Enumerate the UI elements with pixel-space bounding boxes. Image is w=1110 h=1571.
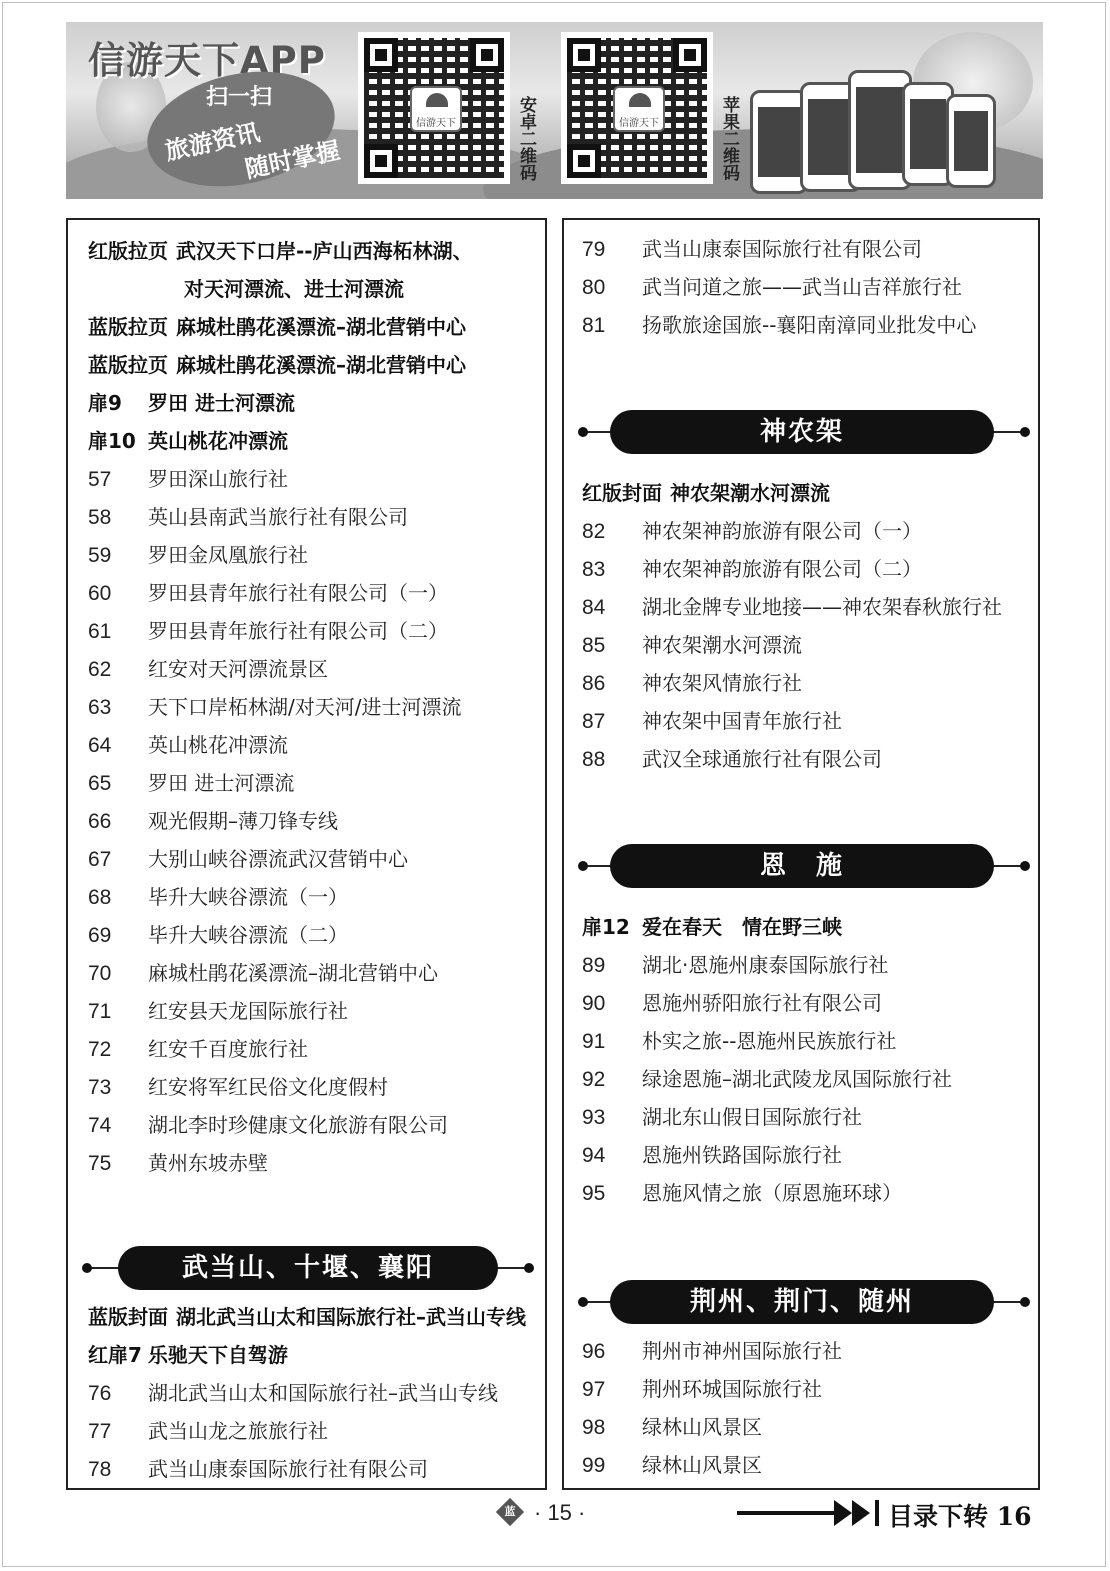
qr-finder: [470, 38, 504, 72]
toc-item[interactable]: 69 毕升大峡谷漂流（二）: [88, 923, 348, 947]
edition-badge-text: 蓝: [504, 1505, 516, 1518]
toc-feature-row[interactable]: 扉10 英山桃花冲漂流: [88, 429, 288, 453]
app-title: 信游天下APP: [88, 39, 326, 82]
arrow-right-icon: [834, 1500, 852, 1526]
toc-item[interactable]: 98 绿林山风景区: [582, 1415, 762, 1439]
section-title: 神农架: [610, 410, 994, 454]
toc-item[interactable]: 57 罗田深山旅行社: [88, 467, 288, 491]
header-dot: [578, 427, 588, 437]
qr-finder: [673, 38, 707, 72]
section-header-jingzhou: [578, 1280, 1030, 1324]
toc-item[interactable]: 82 神农架神韵旅游有限公司（一）: [582, 519, 922, 543]
toc-feature-row[interactable]: 扉9 罗田 进士河漂流: [88, 391, 295, 415]
section-header-wudang: [82, 1246, 534, 1290]
toc-item[interactable]: 93 湖北东山假日国际旅行社: [582, 1105, 862, 1129]
toc-item[interactable]: 88 武汉全球通旅行社有限公司: [582, 747, 882, 771]
toc-item[interactable]: 87 神农架中国青年旅行社: [582, 709, 842, 733]
toc-item[interactable]: 66 观光假期–薄刀锋专线: [88, 809, 338, 833]
toc-item[interactable]: 92 绿途恩施–湖北武陵龙凤国际旅行社: [582, 1067, 952, 1091]
toc-feature-row[interactable]: 红版拉页 武汉天下口岸--庐山西海柘林湖、: [88, 239, 473, 263]
qr-logo: 信游天下: [613, 86, 665, 132]
header-dot: [82, 1263, 92, 1273]
phone-illustration: [946, 94, 996, 188]
toc-item[interactable]: 84 湖北金牌专业地接——神农架春秋旅行社: [582, 595, 1002, 619]
header-dot: [578, 1297, 588, 1307]
toc-item[interactable]: 99 绿林山风景区: [582, 1453, 762, 1477]
qr-finder: [567, 38, 601, 72]
toc-feature-row[interactable]: 对天河漂流、进士河漂流: [184, 277, 404, 301]
toc-item[interactable]: 83 神农架神韵旅游有限公司（二）: [582, 557, 922, 581]
apple-qr-code[interactable]: [561, 32, 713, 184]
toc-feature-row[interactable]: 扉12 爱在春天 情在野三峡: [582, 915, 842, 939]
app-banner: [66, 22, 1043, 199]
toc-item[interactable]: 64 英山桃花冲漂流: [88, 733, 288, 757]
toc-item[interactable]: 63 天下口岸柘林湖/对天河/进士河漂流: [88, 695, 462, 719]
apple-qr-label: 苹果二维码: [719, 96, 739, 181]
toc-item[interactable]: 80 武当问道之旅——武当山吉祥旅行社: [582, 275, 962, 299]
continue-arrow-line: [737, 1511, 837, 1515]
toc-item[interactable]: 79 武当山康泰国际旅行社有限公司: [582, 237, 922, 261]
toc-item[interactable]: 62 红安对天河漂流景区: [88, 657, 328, 681]
toc-item[interactable]: 61 罗田县青年旅行社有限公司（二）: [88, 619, 448, 643]
qr-finder: [364, 144, 398, 178]
toc-item[interactable]: 96 荆州市神州国际旅行社: [582, 1339, 842, 1363]
section-header-enshi: [578, 844, 1030, 888]
toc-item[interactable]: 71 红安县天龙国际旅行社: [88, 999, 348, 1023]
toc-item[interactable]: 75 黄州东坡赤壁: [88, 1151, 268, 1175]
header-dot: [1020, 861, 1030, 871]
bubble-text: 扫一扫: [206, 85, 273, 110]
toc-item[interactable]: 74 湖北李时珍健康文化旅游有限公司: [88, 1113, 448, 1137]
toc-item[interactable]: 95 恩施风情之旅（原恩施环球）: [582, 1181, 902, 1205]
section-title: 恩 施: [610, 844, 994, 888]
qr-finder: [567, 144, 601, 178]
header-dot: [1020, 427, 1030, 437]
toc-item[interactable]: 77 武当山龙之旅旅行社: [88, 1419, 328, 1443]
toc-item[interactable]: 68 毕升大峡谷漂流（一）: [88, 885, 348, 909]
toc-item[interactable]: 72 红安千百度旅行社: [88, 1037, 308, 1061]
toc-item[interactable]: 58 英山县南武当旅行社有限公司: [88, 505, 408, 529]
toc-item[interactable]: 94 恩施州铁路国际旅行社: [582, 1143, 842, 1167]
toc-item[interactable]: 59 罗田金凤凰旅行社: [88, 543, 308, 567]
toc-item[interactable]: 91 朴实之旅--恩施州民族旅行社: [582, 1029, 897, 1053]
toc-feature-row[interactable]: 红扉7 乐驰天下自驾游: [88, 1343, 288, 1367]
toc-item[interactable]: 67 大别山峡谷漂流武汉营销中心: [88, 847, 408, 871]
header-dot: [1020, 1297, 1030, 1307]
right-contents-panel: [562, 218, 1040, 1490]
toc-feature-row[interactable]: 蓝版拉页 麻城杜鹃花溪漂流–湖北营销中心: [88, 353, 466, 377]
toc-feature-row[interactable]: 蓝版封面 湖北武当山太和国际旅行社–武当山专线: [88, 1305, 526, 1329]
section-header-shennongjia: [578, 410, 1030, 454]
toc-feature-row[interactable]: 蓝版拉页 麻城杜鹃花溪漂流–湖北营销中心: [88, 315, 466, 339]
android-qr-code[interactable]: [358, 32, 510, 184]
toc-item[interactable]: 85 神农架潮水河漂流: [582, 633, 802, 657]
toc-item[interactable]: 78 武当山康泰国际旅行社有限公司: [88, 1457, 428, 1481]
toc-item[interactable]: 76 湖北武当山太和国际旅行社–武当山专线: [88, 1381, 498, 1405]
toc-item[interactable]: 73 红安将军红民俗文化度假村: [88, 1075, 388, 1099]
arrow-stop-bar: [875, 1500, 879, 1526]
bubble-text: 旅游资讯: [162, 118, 263, 166]
bubble-text: 随时掌握: [242, 136, 343, 184]
arrow-right-icon: [852, 1500, 870, 1526]
continue-link[interactable]: 目录下转 16: [888, 1502, 1032, 1531]
toc-item[interactable]: 90 恩施州骄阳旅行社有限公司: [582, 991, 882, 1015]
toc-item[interactable]: 65 罗田 进士河漂流: [88, 771, 295, 795]
header-dot: [524, 1263, 534, 1273]
left-contents-panel: [66, 218, 547, 1490]
section-title: 武当山、十堰、襄阳: [118, 1246, 498, 1290]
header-dot: [578, 861, 588, 871]
qr-logo: 信游天下: [410, 86, 462, 132]
toc-item[interactable]: 89 湖北·恩施州康泰国际旅行社: [582, 953, 889, 977]
toc-item[interactable]: 81 扬歌旅途国旅--襄阳南漳同业批发中心: [582, 313, 977, 337]
qr-finder: [364, 38, 398, 72]
toc-feature-row[interactable]: 红版封面 神农架潮水河漂流: [582, 481, 830, 505]
section-title: 荆州、荆门、随州: [610, 1280, 994, 1324]
android-qr-label: 安卓二维码: [516, 96, 536, 181]
toc-item[interactable]: 60 罗田县青年旅行社有限公司（一）: [88, 581, 448, 605]
page-number: · 15 ·: [534, 1500, 586, 1525]
toc-item[interactable]: 70 麻城杜鹃花溪漂流–湖北营销中心: [88, 961, 438, 985]
toc-item[interactable]: 86 神农架风情旅行社: [582, 671, 802, 695]
toc-item[interactable]: 97 荆州环城国际旅行社: [582, 1377, 822, 1401]
